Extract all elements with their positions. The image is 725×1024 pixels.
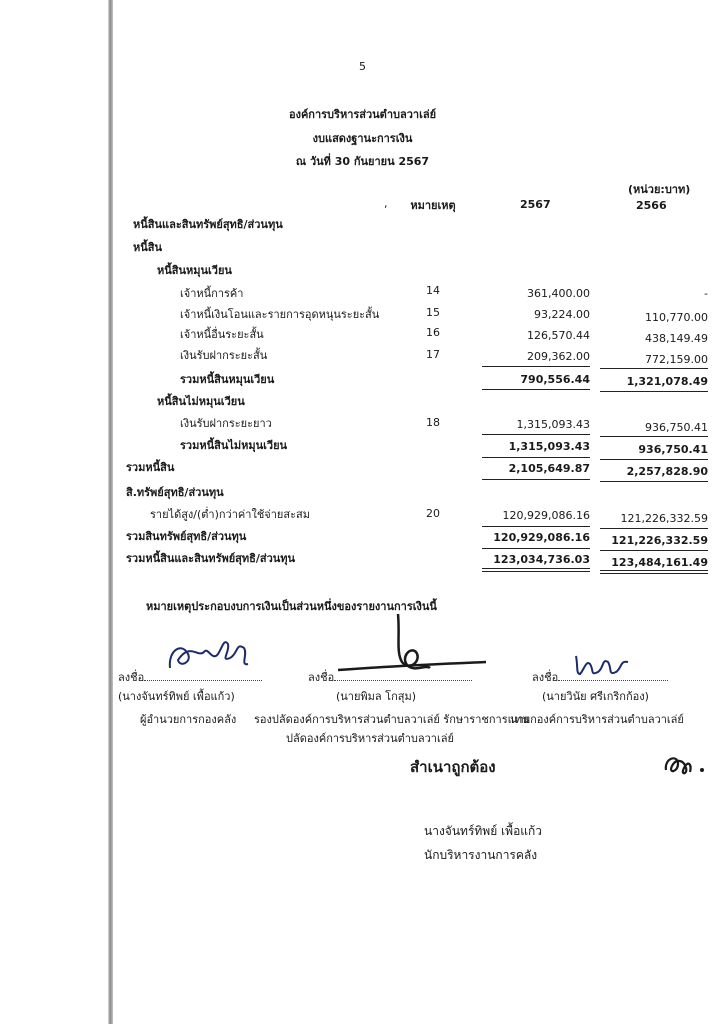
header-comma: , bbox=[384, 197, 388, 210]
double-underline bbox=[482, 568, 590, 569]
underline bbox=[482, 548, 590, 549]
signature-mark-1 bbox=[164, 628, 254, 678]
row-note: 17 bbox=[426, 348, 440, 361]
underline bbox=[482, 366, 590, 367]
double-underline bbox=[600, 573, 708, 574]
row-label: เจ้าหนี้การค้า bbox=[180, 287, 244, 300]
underline bbox=[600, 550, 708, 551]
signature-prefix: ลงชื่อ bbox=[532, 671, 559, 684]
signature-mark-2 bbox=[330, 612, 490, 682]
double-underline bbox=[600, 570, 708, 571]
current-total-label: รวมหนี้สินหมุนเวียน bbox=[180, 373, 275, 386]
row-label: เงินรับฝากระยะยาว bbox=[180, 417, 272, 430]
equity-total-label: รวมสินทรัพย์สุทธิ/ส่วนทุน bbox=[126, 530, 247, 543]
noncurrent-total-label: รวมหนี้สินไม่หมุนเวียน bbox=[180, 439, 288, 452]
equity-total-2566: 121,226,332.59 bbox=[611, 534, 708, 547]
row-2566: 121,226,332.59 bbox=[620, 512, 708, 525]
underline bbox=[482, 434, 590, 435]
row-2566: 772,159.00 bbox=[645, 353, 708, 366]
row-label: เจ้าหนี้อื่นระยะสั้น bbox=[180, 328, 264, 341]
certified-copy-text: สำเนาถูกต้อง bbox=[410, 758, 496, 776]
row-2566: 936,750.41 bbox=[645, 421, 708, 434]
row-label: เจ้าหนี้เงินโอนและรายการอุดหนุนระยะสั้น bbox=[180, 308, 380, 321]
footnote: หมายเหตุประกอบงบการเงินเป็นส่วนหนึ่งของรายงานการเงินนี้ bbox=[146, 600, 437, 613]
signature-prefix: ลงชื่อ bbox=[118, 671, 145, 684]
row-2566: 110,770.00 bbox=[645, 311, 708, 324]
row-2567: 93,224.00 bbox=[534, 308, 590, 321]
column-note-header: หมายเหตุ bbox=[410, 199, 456, 212]
noncurrent-total-2567: 1,315,093.43 bbox=[508, 440, 590, 453]
signatory-2-title: รองปลัดองค์การบริหารส่วนตำบลวาเล่ย์ รักษาราชการแทน bbox=[254, 713, 530, 726]
section-liabilities: หนี้สิน bbox=[133, 241, 163, 254]
row-note: 16 bbox=[426, 326, 440, 339]
statement-date: ณ วันที่ 30 กันยายน 2567 bbox=[295, 155, 430, 168]
underline bbox=[600, 481, 708, 482]
column-2566-header: 2566 bbox=[636, 199, 667, 212]
row-label: เงินรับฝากระยะสั้น bbox=[180, 349, 268, 362]
signature-mark-3 bbox=[572, 650, 632, 680]
row-2567: 126,570.44 bbox=[527, 329, 590, 342]
unit-label: (หน่วย:บาท) bbox=[628, 183, 691, 196]
certifier-name: นางจันทร์ทิพย์ เพื้อแก้ว bbox=[424, 824, 543, 838]
grand-total-2566: 123,484,161.49 bbox=[611, 556, 708, 569]
current-total-2566: 1,321,078.49 bbox=[626, 375, 708, 388]
grand-total-2567: 123,034,736.03 bbox=[493, 553, 590, 566]
column-2567-header: 2567 bbox=[520, 198, 551, 211]
grand-total-label: รวมหนี้สินและสินทรัพย์สุทธิ/ส่วนทุน bbox=[126, 552, 296, 565]
liabilities-total-label: รวมหนี้สิน bbox=[126, 461, 175, 474]
row-2567: 1,315,093.43 bbox=[516, 418, 590, 431]
row-2566: - bbox=[704, 287, 708, 300]
underline bbox=[482, 389, 590, 390]
initials-mark bbox=[660, 748, 710, 780]
underline bbox=[482, 457, 590, 458]
page-number: 5 bbox=[359, 60, 366, 73]
row-2567: 209,362.00 bbox=[527, 350, 590, 363]
row-2567: 361,400.00 bbox=[527, 287, 590, 300]
statement-title: งบแสดงฐานะการเงิน bbox=[312, 132, 413, 145]
underline bbox=[600, 368, 708, 369]
row-note: 14 bbox=[426, 284, 440, 297]
equity-total-2567: 120,929,086.16 bbox=[493, 531, 590, 544]
noncurrent-total-2566: 936,750.41 bbox=[638, 443, 708, 456]
signatory-3-title: นายกองค์การบริหารส่วนตำบลวาเล่ย์ bbox=[510, 713, 684, 726]
underline bbox=[600, 528, 708, 529]
row-note: 18 bbox=[426, 416, 440, 429]
row-2567: 120,929,086.16 bbox=[502, 509, 590, 522]
section-current: หนี้สินหมุนเวียน bbox=[157, 264, 232, 277]
section-noncurrent: หนี้สินไม่หมุนเวียน bbox=[157, 395, 245, 408]
liabilities-total-2566: 2,257,828.90 bbox=[626, 465, 708, 478]
certifier-title: นักบริหารงานการคลัง bbox=[424, 848, 538, 862]
row-note: 15 bbox=[426, 306, 440, 319]
current-total-2567: 790,556.44 bbox=[520, 373, 590, 386]
section-liab-equity: หนี้สินและสินทรัพย์สุทธิ/ส่วนทุน bbox=[133, 218, 283, 231]
underline bbox=[482, 526, 590, 527]
row-note: 20 bbox=[426, 507, 440, 520]
double-underline bbox=[482, 571, 590, 572]
row-2566: 438,149.49 bbox=[645, 332, 708, 345]
section-equity: สิ.ทรัพย์สุทธิ/ส่วนทุน bbox=[126, 486, 224, 499]
signatory-1-title: ผู้อำนวยการกองคลัง bbox=[140, 713, 237, 726]
signature-prefix: ลงชื่อ bbox=[308, 671, 335, 684]
signatory-3-name: (นายวินัย ศรีเกริกก้อง) bbox=[542, 690, 649, 703]
signatory-2-name: (นายพิมล โกสุม) bbox=[336, 690, 416, 703]
underline bbox=[600, 459, 708, 460]
row-label: รายได้สูง/(ต่ำ)กว่าค่าใช้จ่ายสะสม bbox=[150, 508, 310, 521]
underline bbox=[600, 436, 708, 437]
signatory-2-title-line2: ปลัดองค์การบริหารส่วนตำบลวาเล่ย์ bbox=[286, 732, 454, 745]
org-name: องค์การบริหารส่วนตำบลวาเล่ย์ bbox=[288, 108, 437, 121]
underline bbox=[482, 479, 590, 480]
underline bbox=[600, 391, 708, 392]
signatory-1-name: (นางจันทร์ทิพย์ เพื้อแก้ว) bbox=[118, 690, 235, 703]
liabilities-total-2567: 2,105,649.87 bbox=[508, 462, 590, 475]
